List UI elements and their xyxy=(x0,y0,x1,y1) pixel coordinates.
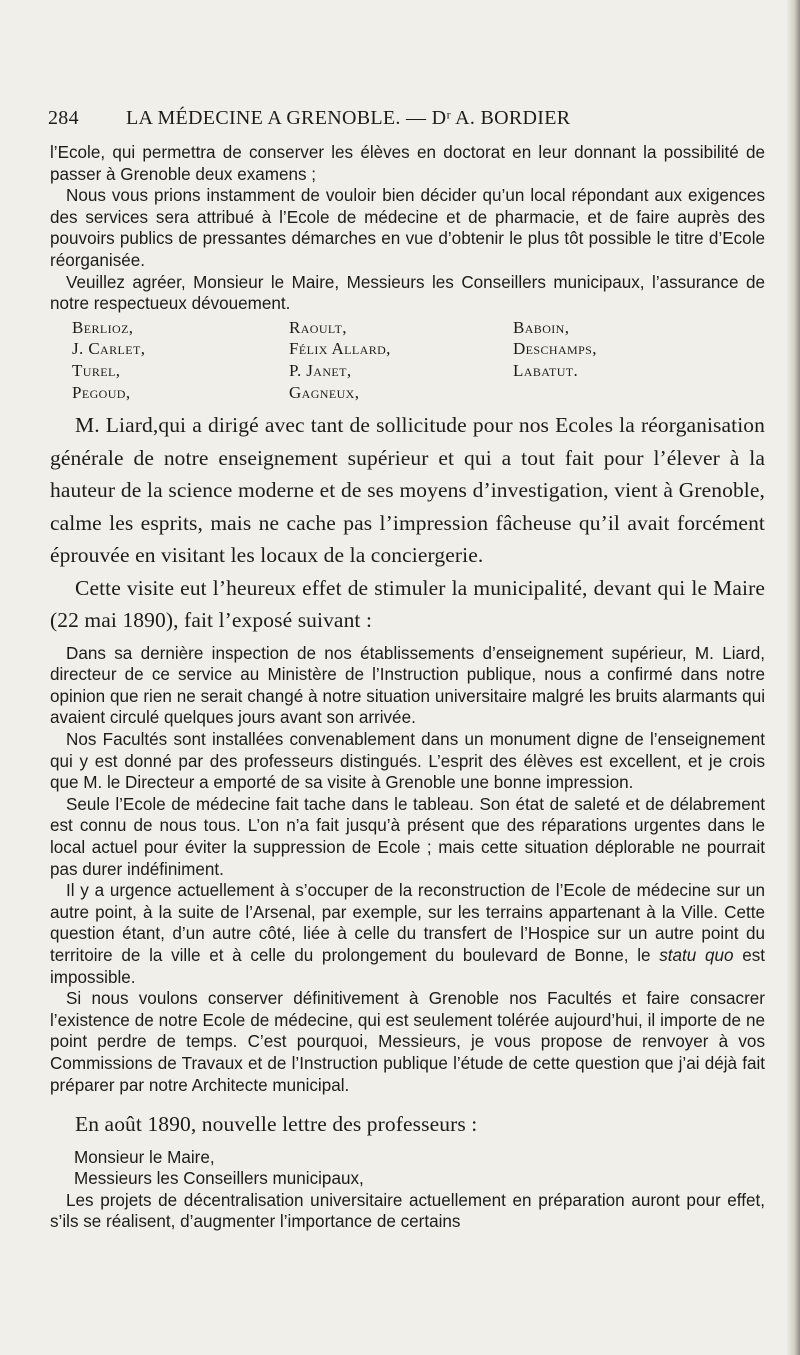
expose-paragraph xyxy=(50,880,765,988)
narrative-paragraph: Cette visite eut l’heureux effet de stimuler la municipalité, devant qui le Maire (22 mai 1890), fait l’exposé suivant : xyxy=(50,575,765,633)
narrative-block-2 xyxy=(50,1108,765,1141)
salutation: Messieurs les Conseillers municipaux, xyxy=(74,1169,364,1189)
expose-paragraph: Si nous voulons conserver définitivement à Grenoble nos Facultés et faire consacrer l’existence de notre Ecole de médecine, qui est seulement tolérée aujourd’hui, il importe de ne point perdre de temps. C’est pourquoi, Messieurs, je vous propose de renvoyer à vos Commissions de Travaux et de l’Instruction publique l’étude de cette question que j’ai déjà fait préparer par notre Architecte municipal. xyxy=(50,989,765,1095)
expose-paragraph: Dans sa dernière inspection de nos établissements d’enseignement supérieur, M. Liard, directeur de ce service au Ministère de l’Instruction publique, nous a confirmé dans notre opinion que rien ne serait changé à notre situation universitaire malgré les bruits alarmants qui avaient circulé quelques jours avant son arrivée. xyxy=(50,643,765,728)
signatory: J. Carlet, xyxy=(72,339,146,359)
latin-phrase: statu quo xyxy=(659,945,734,965)
salutation: Monsieur le Maire, xyxy=(74,1147,215,1167)
narrative-paragraph: M. Liard,qui a dirigé avec tant de sollicitude pour nos Ecoles la réorganisation générale de notre enseignement supérieur et qui a tout fait pour l’élever à la hauteur de la science moderne et de ses moyens d’investigation, vient à Grenoble, calme les esprits, mais ne cache pas l’impression fâcheuse qu’il avait forcément éprouvée en visitant les locaux de la conciergerie. xyxy=(50,413,765,568)
signatory: Turel, xyxy=(72,360,121,380)
expose-paragraph: Seule l’Ecole de médecine fait tache dans le tableau. Son état de saleté et de délabrement est connu de nous tous. L’on n’a fait jusqu’à présent que des réparations urgentes dans le local actuel pour éviter la suppression de Ecole ; mais cette situation déplorable ne pourrait pas durer indéfiniment. xyxy=(50,794,765,879)
signatory: Raoult, xyxy=(289,317,347,337)
signatory: Félix Allard, xyxy=(289,339,391,359)
expose-text: est impossible. xyxy=(50,945,766,987)
letter-paragraph: Veuillez agréer, Monsieur le Maire, Messieurs les Conseillers municipaux, l’assurance de notre respectueux dévouement. xyxy=(50,272,765,314)
signatory xyxy=(513,382,713,404)
letter-paragraph: Les projets de décentralisation universitaire actuellement en préparation auront pour effet, s’ils se réalisent, d’augmenter l’importance de certains xyxy=(50,1190,765,1232)
signatory: Labatut. xyxy=(513,360,579,380)
letter-paragraph: l’Ecole, qui permettra de conserver les élèves en doctorat en leur donnant la possibilité de passer à Grenoble deux examens ; xyxy=(50,143,765,184)
signatory: Deschamps, xyxy=(513,339,597,359)
signatory: Berlioz, xyxy=(72,317,134,337)
letter-paragraph: Nous vous prions instamment de vouloir bien décider qu’un local répondant aux exigences des services sera attribué à l’Ecole de médecine et de pharmacie, et de faire auprès des pouvoirs publics de pressantes démarches en vue d’obtenir le plus tôt possible le titre d’Ecole réorganisée. xyxy=(50,186,765,270)
running-title: LA MÉDECINE A GRENOBLE. — Dʳ A. BORDIER xyxy=(126,107,571,129)
signatory: Pegoud, xyxy=(72,382,131,402)
expose-paragraph: Nos Facultés sont installées convenablement dans un monument digne de l’enseignement qui y est donné par des professeurs distingués. L’esprit des élèves est excellent, et je crois que M. le Directeur a emporté de sa visite à Grenoble une bonne impression. xyxy=(50,730,765,793)
letter-professors-1 xyxy=(50,142,765,315)
signatories-list xyxy=(72,317,765,403)
narrative-block-1 xyxy=(50,409,765,637)
signatory: Gagneux, xyxy=(289,382,360,402)
page-number: 284 xyxy=(48,107,79,129)
expose-text: Il y a urgence actuellement à s’occuper de la reconstruction de l’Ecole de médecine sur un autre point, à la suite de l’Arsenal, par exemple, sur les terrains appartenant à la Ville. Cette question étant, d’un autre côté, liée à celle du transfert de l’Hospice sur un autre point du territoire de la ville et à celle du prolongement du boulevard de Bonne, le xyxy=(50,881,765,965)
letter-professors-2 xyxy=(50,1147,765,1233)
running-header xyxy=(48,107,768,130)
signatory: P. Janet, xyxy=(289,360,352,380)
narrative-paragraph: En août 1890, nouvelle lettre des professeurs : xyxy=(75,1112,478,1137)
signatory: Baboin, xyxy=(513,317,570,337)
page-content xyxy=(50,142,765,1233)
mayor-expose xyxy=(50,643,765,1096)
page-edge-shadow xyxy=(786,0,800,1355)
